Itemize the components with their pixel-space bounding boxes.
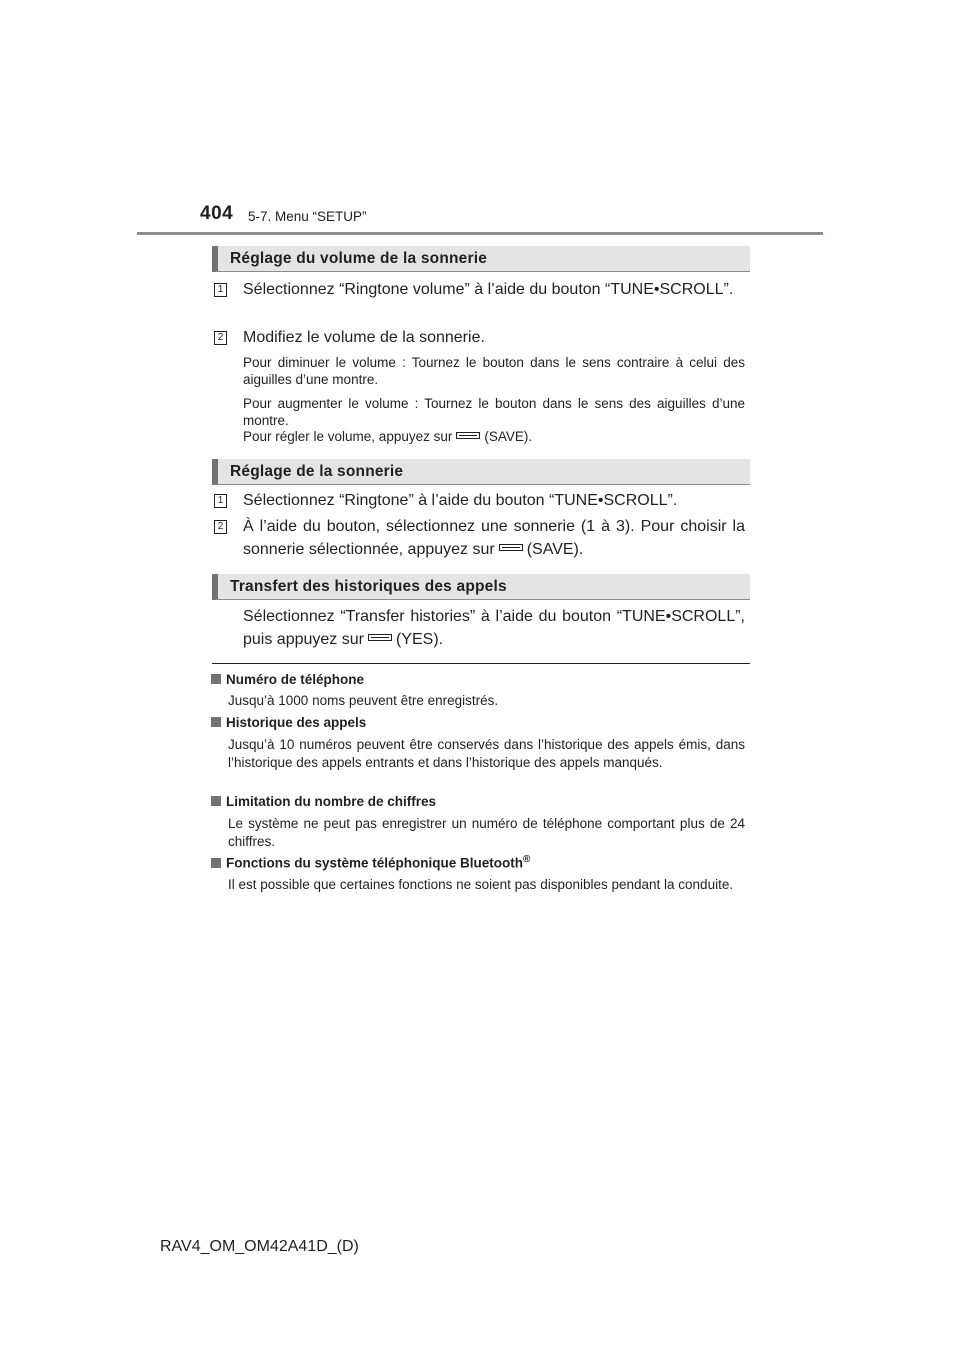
divider: [212, 663, 750, 664]
step-text-body: À l’aide du bouton, sélectionnez une sonnerie (1 à 3). Pour choisir la sonnerie sélectionnée, appuyez sur: [243, 518, 745, 558]
section-heading-transfer: [212, 574, 750, 600]
step-number-box: 1: [214, 494, 227, 508]
header-rule: [137, 232, 823, 235]
section-heading-text: Réglage du volume de la sonnerie: [230, 250, 488, 267]
info-title: Fonctions du système téléphonique Bluetooth®: [211, 854, 530, 871]
button-icon: [456, 432, 480, 439]
note-increase: Pour augmenter le volume : Tournez le bouton dans le sens des aiguilles d’une montre.: [243, 396, 745, 428]
info-body: Jusqu’à 1000 noms peuvent être enregistrés.: [228, 693, 499, 708]
section-heading-text: Réglage de la sonnerie: [230, 463, 404, 480]
step-text: Sélectionnez “Ringtone” à l’aide du bouton “TUNE•SCROLL”.: [243, 492, 678, 509]
step-text: [243, 515, 745, 561]
step-text: Modifiez le volume de la sonnerie.: [243, 329, 485, 346]
transfer-text: [243, 605, 745, 651]
step-number-box: 1: [214, 283, 227, 297]
bullet-square-icon: [211, 717, 221, 727]
transfer-text-suffix: (YES).: [395, 631, 444, 648]
document-code: RAV4_OM_OM42A41D_(D): [160, 1238, 359, 1255]
info-title: Numéro de téléphone: [211, 672, 364, 687]
note-decrease: Pour diminuer le volume : Tournez le bouton dans le sens contraire à celui des aiguilles d’une montre.: [243, 355, 745, 387]
info-body: Il est possible que certaines fonctions ne soient pas disponibles pendant la conduite.: [228, 877, 734, 892]
bullet-square-icon: [211, 858, 221, 868]
step-text-suffix: (SAVE).: [526, 541, 584, 558]
section-label: 5-7. Menu “SETUP”: [248, 209, 367, 224]
note-save: [243, 429, 745, 446]
bullet-square-icon: [211, 796, 221, 806]
step-text: Sélectionnez “Ringtone volume” à l’aide du bouton “TUNE•SCROLL”.: [243, 281, 734, 298]
note-save-suffix: (SAVE).: [484, 429, 533, 444]
section-heading-ringtone-volume: [212, 246, 750, 272]
button-icon: [368, 634, 392, 641]
info-title: Limitation du nombre de chiffres: [211, 794, 436, 809]
page-number: 404: [200, 203, 234, 224]
step-number-box: 2: [214, 331, 227, 345]
info-body: Le système ne peut pas enregistrer un numéro de téléphone comportant plus de 24 chiffres.: [228, 816, 745, 849]
section-heading-text: Transfert des historiques des appels: [230, 578, 507, 595]
info-title: Historique des appels: [211, 715, 366, 730]
bullet-square-icon: [211, 674, 221, 684]
step-number-box: 2: [214, 520, 227, 534]
transfer-text-body: Sélectionnez “Transfer histories” à l’aide du bouton “TUNE•SCROLL”, puis appuyez sur: [243, 608, 745, 648]
info-body: Jusqu’à 10 numéros peuvent être conservés dans l’historique des appels émis, dans l’historique des appels entrants et dans l’historique des appels manqués.: [228, 737, 745, 770]
registered-mark: ®: [523, 854, 531, 865]
section-heading-ringtone: [212, 459, 750, 485]
button-icon: [499, 544, 523, 551]
note-save-text: Pour régler le volume, appuyez sur: [243, 429, 453, 444]
